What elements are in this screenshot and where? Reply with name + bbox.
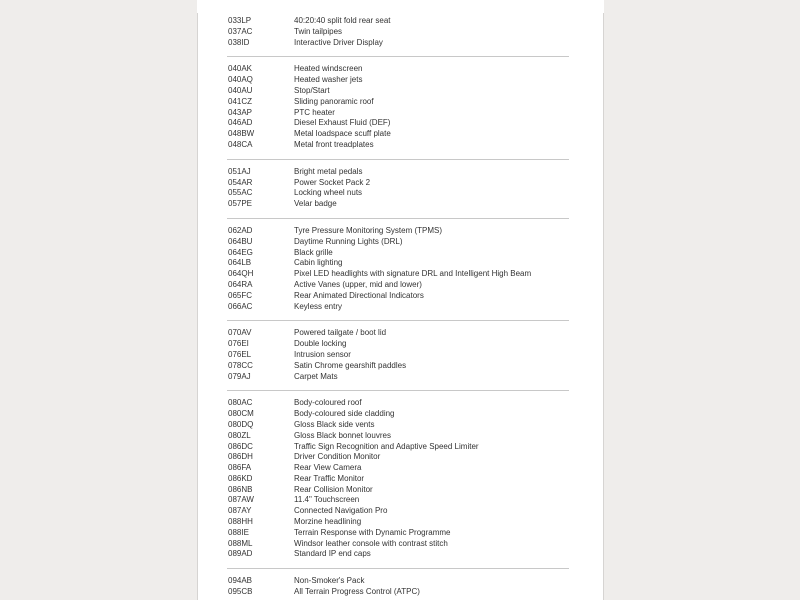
- option-code: 086DC: [228, 441, 253, 451]
- option-code: 078CC: [228, 360, 253, 370]
- option-group: [198, 16, 603, 48]
- option-group: [198, 226, 603, 312]
- option-code: 057PE: [228, 199, 253, 209]
- option-code: 038ID: [228, 37, 250, 47]
- option-description: Daytime Running Lights (DRL): [294, 236, 403, 246]
- option-row: [198, 237, 603, 248]
- option-description: Double locking: [294, 339, 347, 349]
- option-row: [198, 361, 603, 372]
- option-code: 080DQ: [228, 419, 254, 429]
- option-description: Twin tailpipes: [294, 26, 343, 36]
- option-description: Satin Chrome gearshift paddles: [294, 360, 407, 370]
- option-code: 037AC: [228, 26, 253, 36]
- option-row: [198, 280, 603, 291]
- option-code: 041CZ: [228, 96, 253, 106]
- option-description: Connected Navigation Pro: [294, 506, 388, 516]
- group-separator: [227, 56, 569, 57]
- option-group: [198, 398, 603, 560]
- option-code: 040AU: [228, 85, 253, 95]
- option-row: [198, 129, 603, 140]
- option-row: [198, 178, 603, 189]
- option-description: Keyless entry: [294, 301, 343, 311]
- option-code: 076EI: [228, 339, 249, 349]
- option-group: [198, 64, 603, 150]
- option-code: 048CA: [228, 139, 253, 149]
- option-code: 086DH: [228, 452, 253, 462]
- option-code: 066AC: [228, 301, 253, 311]
- option-code: 064BU: [228, 236, 253, 246]
- option-row: [198, 226, 603, 237]
- option-code: 051AJ: [228, 166, 251, 176]
- option-code: 076EL: [228, 349, 252, 359]
- option-code: 086KD: [228, 473, 253, 483]
- option-group: [198, 167, 603, 210]
- option-row: [198, 528, 603, 539]
- option-code: 086FA: [228, 463, 252, 473]
- option-code: 088IE: [228, 527, 249, 537]
- option-description: Powered tailgate / boot lid: [294, 328, 387, 338]
- option-description: Driver Condition Monitor: [294, 452, 381, 462]
- option-row: [198, 539, 603, 550]
- option-row: [198, 86, 603, 97]
- option-row: [198, 291, 603, 302]
- option-row: [198, 188, 603, 199]
- group-separator: [227, 159, 569, 160]
- option-code: 064LB: [228, 258, 252, 268]
- option-row: [198, 463, 603, 474]
- option-row: [198, 452, 603, 463]
- group-separator: [227, 320, 569, 321]
- option-row: [198, 350, 603, 361]
- option-description: Rear Traffic Monitor: [294, 473, 365, 483]
- option-description: Heated windscreen: [294, 64, 363, 74]
- option-description: 40:20:40 split fold rear seat: [294, 16, 391, 25]
- option-description: Metal front treadplates: [294, 139, 374, 149]
- option-description: All Terrain Progress Control (ATPC): [294, 587, 420, 597]
- option-row: [198, 549, 603, 560]
- option-description: Body-coloured side cladding: [294, 409, 395, 419]
- option-code: 054AR: [228, 177, 253, 187]
- option-description: Traffic Sign Recognition and Adaptive Speed Limiter: [294, 441, 479, 451]
- option-code: 080ZL: [228, 430, 251, 440]
- option-description: Cabin lighting: [294, 258, 343, 268]
- option-code: 094AB: [228, 576, 253, 586]
- option-row: [198, 199, 603, 210]
- option-description: Carpet Mats: [294, 371, 338, 381]
- option-code: 070AV: [228, 328, 252, 338]
- option-description: PTC heater: [294, 107, 335, 117]
- option-row: [198, 420, 603, 431]
- option-code: 087AY: [228, 506, 252, 516]
- option-description: Sliding panoramic roof: [294, 96, 374, 106]
- option-row: [198, 167, 603, 178]
- option-row: [198, 409, 603, 420]
- option-code: 046AD: [228, 118, 253, 128]
- group-separator: [227, 218, 569, 219]
- option-code: 064EG: [228, 247, 253, 257]
- option-description: Power Socket Pack 2: [294, 177, 371, 187]
- option-row: [198, 97, 603, 108]
- option-row: [198, 118, 603, 129]
- option-row: [198, 328, 603, 339]
- option-code: 095CB: [228, 587, 253, 597]
- content-column: [197, 0, 604, 600]
- option-row: [198, 517, 603, 528]
- option-description: Black grille: [294, 247, 333, 257]
- option-description: Metal loadspace scuff plate: [294, 129, 391, 139]
- option-code: 087AW: [228, 495, 254, 505]
- group-separator: [227, 568, 569, 569]
- option-row: [198, 27, 603, 38]
- option-description: Standard IP end caps: [294, 549, 371, 559]
- option-description: Diesel Exhaust Fluid (DEF): [294, 118, 391, 128]
- option-row: [198, 75, 603, 86]
- option-code-table: [197, 13, 604, 600]
- option-code: 064QH: [228, 269, 254, 279]
- option-code: 033LP: [228, 16, 252, 25]
- option-description: Tyre Pressure Monitoring System (TPMS): [294, 225, 443, 235]
- option-row: [198, 431, 603, 442]
- option-description: Bright metal pedals: [294, 166, 363, 176]
- option-row: [198, 140, 603, 151]
- option-description: Pixel LED headlights with signature DRL and Intelligent High Beam: [294, 269, 532, 279]
- option-description: Gloss Black bonnet louvres: [294, 430, 391, 440]
- option-code: 048BW: [228, 129, 255, 139]
- option-row: [198, 485, 603, 496]
- option-code: 065FC: [228, 290, 253, 300]
- option-group: [198, 576, 603, 598]
- option-description: Active Vanes (upper, mid and lower): [294, 279, 422, 289]
- option-description: Morzine headlining: [294, 517, 362, 527]
- option-code: 043AP: [228, 107, 253, 117]
- option-row: [198, 248, 603, 259]
- option-row: [198, 64, 603, 75]
- option-description: Velar badge: [294, 199, 337, 209]
- option-code: 062AD: [228, 225, 253, 235]
- option-description: Gloss Black side vents: [294, 419, 375, 429]
- option-description: Windsor leather console with contrast stitch: [294, 538, 448, 548]
- option-description: Rear Animated Directional Indicators: [294, 290, 424, 300]
- option-group: [198, 328, 603, 382]
- option-description: Heated washer jets: [294, 75, 363, 85]
- option-row: [198, 474, 603, 485]
- option-description: Locking wheel nuts: [294, 188, 363, 198]
- option-row: [198, 258, 603, 269]
- option-description: Rear Collision Monitor: [294, 484, 373, 494]
- option-code: 089AD: [228, 549, 253, 559]
- option-code: 064RA: [228, 279, 253, 289]
- option-row: [198, 302, 603, 313]
- option-row: [198, 372, 603, 383]
- option-code: 080CM: [228, 409, 254, 419]
- option-code: 088ML: [228, 538, 253, 548]
- option-row: [198, 398, 603, 409]
- option-code: 086NB: [228, 484, 253, 494]
- option-description: Body-coloured roof: [294, 398, 362, 408]
- option-description: Intrusion sensor: [294, 349, 351, 359]
- option-code: 088HH: [228, 517, 253, 527]
- option-description: Non-Smoker's Pack: [294, 576, 365, 586]
- option-code: 079AJ: [228, 371, 251, 381]
- option-row: [198, 269, 603, 280]
- option-row: [198, 495, 603, 506]
- option-description: Interactive Driver Display: [294, 37, 383, 47]
- option-description: Stop/Start: [294, 85, 330, 95]
- option-row: [198, 442, 603, 453]
- option-code: 040AK: [228, 64, 253, 74]
- option-row: [198, 108, 603, 119]
- option-row: [198, 339, 603, 350]
- option-description: Rear View Camera: [294, 463, 362, 473]
- option-row: [198, 576, 603, 587]
- option-code: 040AQ: [228, 75, 253, 85]
- option-row: [198, 587, 603, 598]
- option-row: [198, 16, 603, 27]
- option-row: [198, 38, 603, 49]
- option-description: 11.4" Touchscreen: [294, 495, 360, 505]
- option-description: Terrain Response with Dynamic Programme: [294, 527, 451, 537]
- group-separator: [227, 390, 569, 391]
- option-code: 055AC: [228, 188, 253, 198]
- option-row: [198, 506, 603, 517]
- option-code: 080AC: [228, 398, 253, 408]
